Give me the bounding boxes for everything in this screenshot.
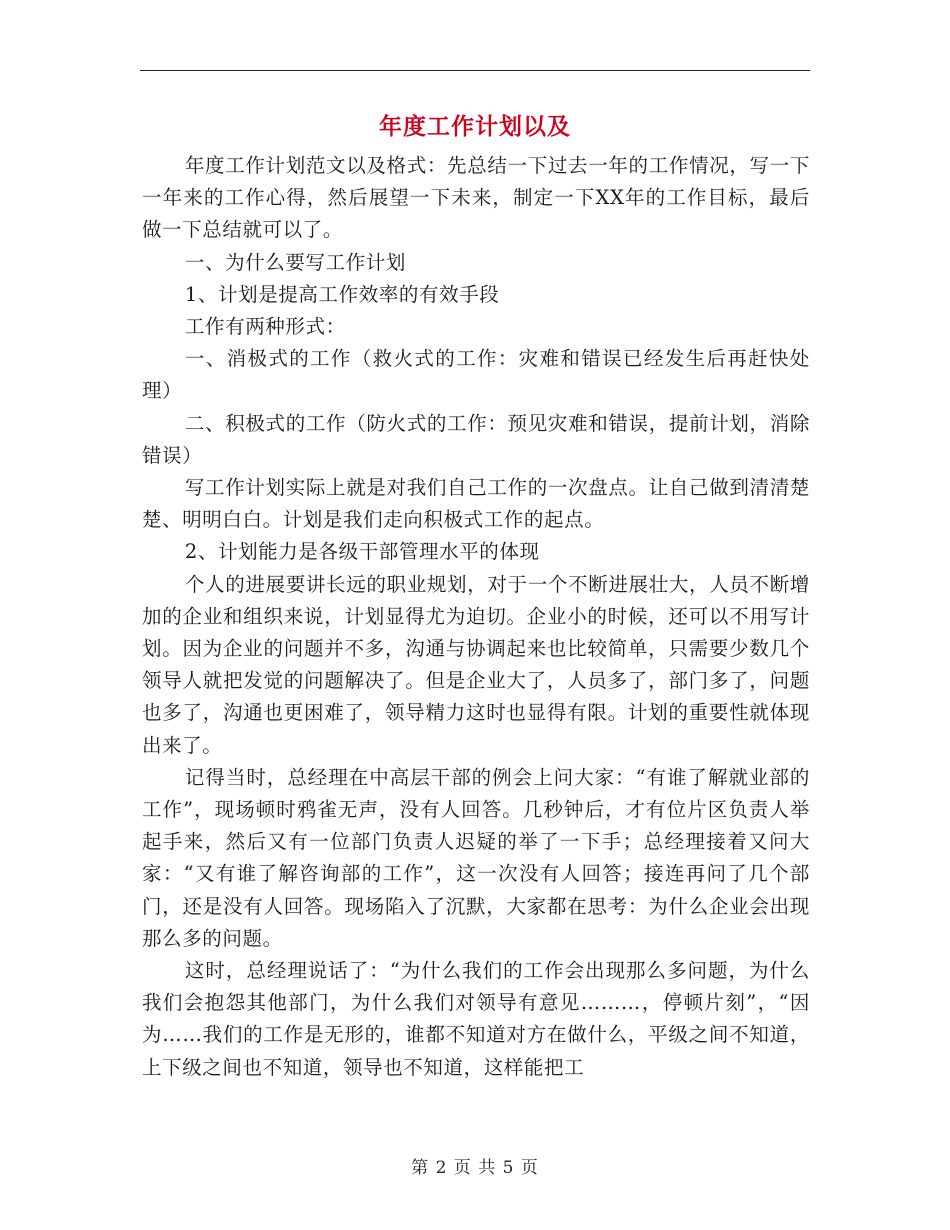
paragraph-active-work: 二、积极式的工作（防火式的工作：预见灾难和错误，提前计划，消除错误） — [142, 411, 810, 467]
paragraph-meeting-story: 记得当时，总经理在中高层干部的例会上问大家：“有谁了解就业部的工作”，现场顿时鸦雀无声，没有人回答。几秒钟后，才有位片区负责人举起手来，然后又有一位部门负责人迟疑的举了一下手；总经理接着又问大家：“又有谁了解咨询部的工作”，这一次没有人回答；接连再问了几个部门，还是没有人回答。现场陷入了沉默，大家都在思考：为什么企业会出现那么多的问题。 — [142, 765, 810, 950]
document-title: 年度工作计划以及 — [379, 113, 571, 140]
document-body — [142, 150, 810, 1084]
paragraph-career-planning: 个人的进展要讲长远的职业规划，对于一个不断进展壮大，人员不断增加的企业和组织来说，计划显得尤为迫切。企业小的时候，还可以不用写计划。因为企业的问题并不多，沟通与协调起来也比较简单，只需要少数几个领导人就把发觉的问题解决了。但是企业大了，人员多了，部门多了，问题也多了，沟通也更困难了，领导精力这时也显得有限。计划的重要性就体现出来了。 — [142, 572, 810, 757]
paragraph-two-forms: 工作有两种形式： — [184, 315, 346, 339]
paragraph-inventory: 写工作计划实际上就是对我们自己工作的一次盘点。让自己做到清清楚楚、明明白白。计划是我们走向积极式工作的起点。 — [142, 476, 810, 532]
paragraph-passive-work: 一、消极式的工作（救火式的工作：灾难和错误已经发生后再赶快处理） — [142, 347, 810, 403]
heading-why-plan: 一、为什么要写工作计划 — [184, 250, 406, 274]
page-number: 第 2 页 共 5 页 — [411, 1158, 539, 1178]
paragraph-intro: 年度工作计划范文以及格式：先总结一下过去一年的工作情况，写一下一年来的工作心得，然后展望一下未来，制定一下XX年的工作目标，最后做一下总结就可以了。 — [142, 154, 810, 242]
paragraph-manager-speech: 这时，总经理说话了：“为什么我们的工作会出现那么多问题，为什么我们会抱怨其他部门，为什么我们对领导有意见………，停顿片刻”，“因为……我们的工作是无形的，谁都不知道对方在做什么，平级之间不知道，上下级之间也不知道，领导也不知道，这样能把工 — [142, 959, 810, 1079]
subheading-efficiency: 1、计划是提高工作效率的有效手段 — [184, 282, 500, 306]
subheading-management-level: 2、计划能力是各级干部管理水平的体现 — [184, 540, 540, 564]
header-rule — [140, 70, 810, 71]
